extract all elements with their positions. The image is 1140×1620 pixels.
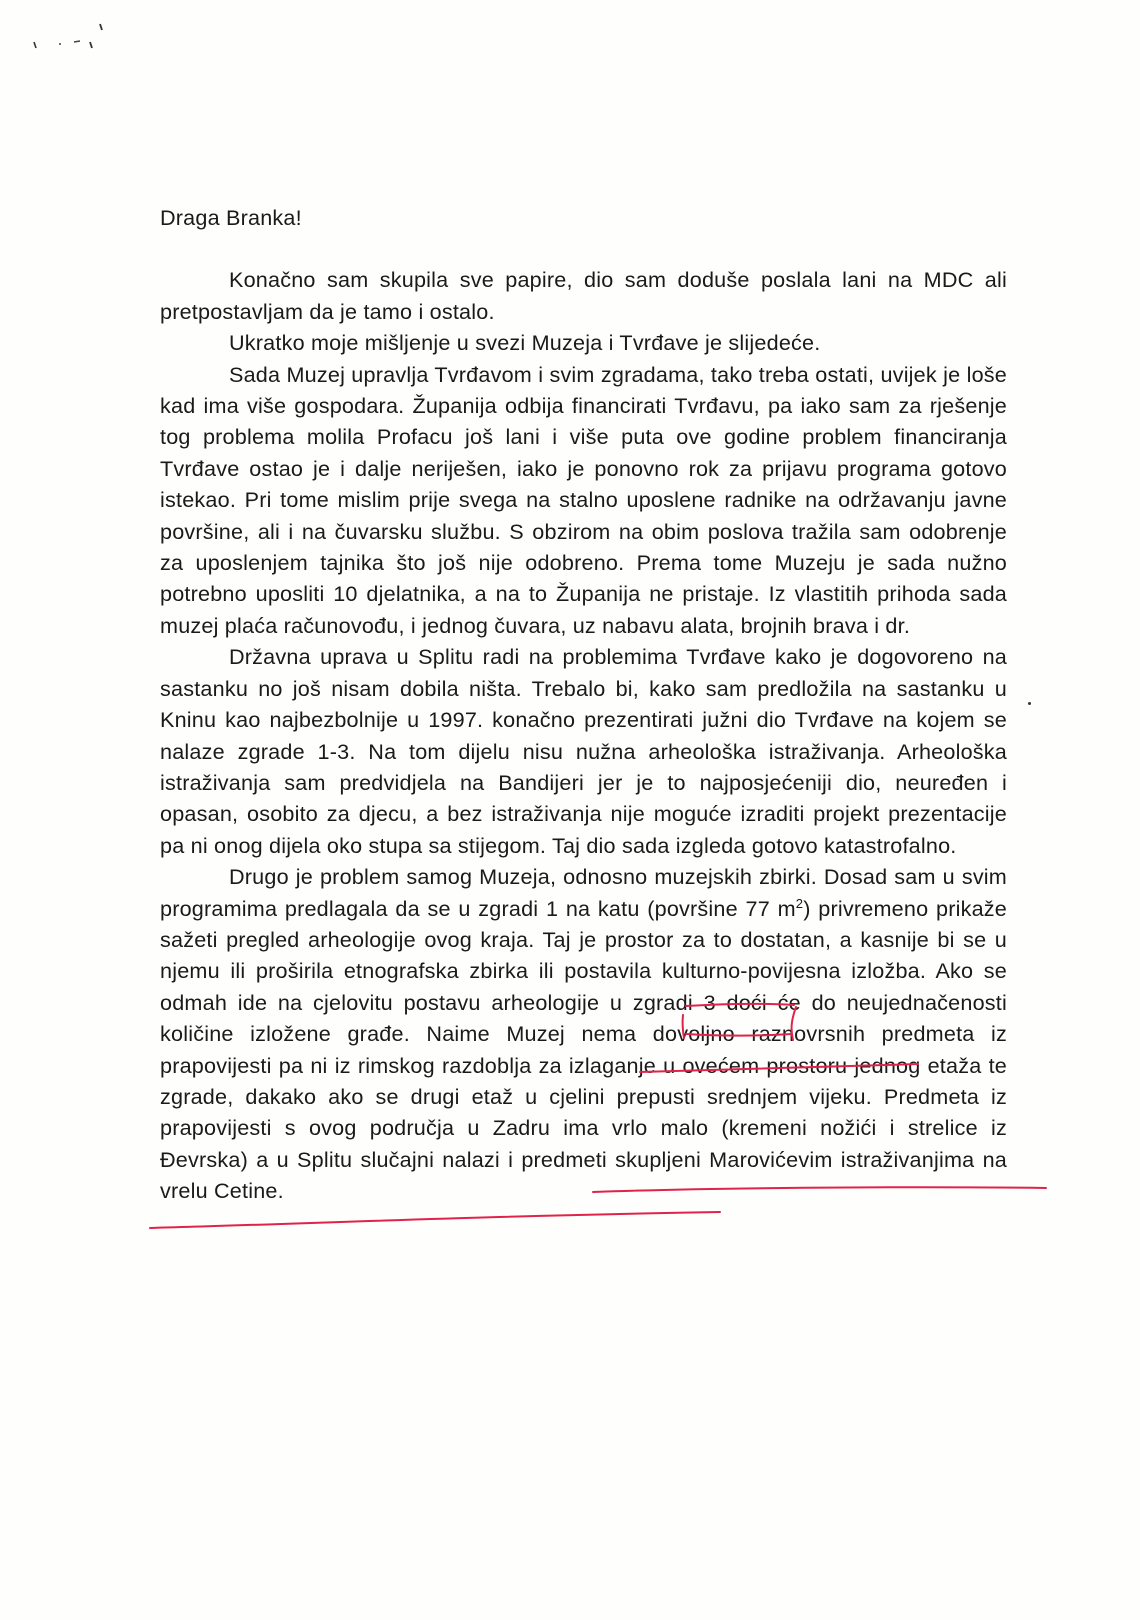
paragraph-fortress-management: Sada Muzej upravlja Tvrđavom i svim zgradama, tako treba ostati, uvijek je loše kad ima više gospodara. Županija odbija financirati Tvrđavu, pa iako sam za rješenje tog problema molila Profacu još lani i više puta ove godine problem financiranja Tvrđave ostao je i dalje neriješen, iako je ponovno rok za prijavu programa gotovo istekao. Pri tome mislim prije svega na stalno uposlene radnike na održavanju javne površine, ali i na čuvarsku službu. S obzirom na obim poslova tražila sam odobrenje za uposlenjem tajnika što još nije odobreno. Prema tome Muzeju je sada nužno potrebno uposliti 10 djelatnika, a na to Županija ne pristaje. Iz vlastitih prihoda sada muzej plaća računovođu, i jednog čuvara, uz nabavu alata, brojnih brava i dr. xyxy=(160,361,1007,638)
paragraph-opinion: Ukratko moje mišljenje u svezi Muzeja i Tvrđave je slijedeće. xyxy=(229,330,821,356)
corner-scan-marks xyxy=(30,18,120,58)
stray-ink-dot xyxy=(1028,702,1031,705)
superscript-two: 2 xyxy=(795,895,804,911)
letter-body xyxy=(160,202,1007,1207)
letter-salutation: Draga Branka! xyxy=(160,205,302,230)
museum-text-part1: Drugo je problem samog Muzeja, odnosno muzejskih zbirki. Dosad sam u svim programima predlagala da se u zgradi 1 na katu (površine 77 m xyxy=(160,864,1007,921)
paragraph-museum-collections xyxy=(160,861,1007,1206)
underline-prapovijesti xyxy=(150,1212,720,1228)
paragraph-intro: Konačno sam skupila sve papire, dio sam doduše poslala lani na MDC ali pretpostavljam da je tamo i ostalo. xyxy=(160,267,1007,324)
paragraph-state-administration: Državna uprava u Splitu radi na problemima Tvrđave kako je dogovoreno na sastanku no još nisam dobila ništa. Trebalo bi, kako sam predložila na sastanku u Kninu kao najbezbolnije u 1997. konačno prezentirati južni dio Tvrđave na kojem se nalaze zgrade 1-3. Na tom dijelu nisu nužna arheološka istraživanja. Arheološka istraživanja sam predvidjela na Bandijeri jer je to najposjećeniji dio, neuređen i opasan, osobito za djecu, a bez istraživanja nije moguće izraditi projekt prezentacije pa ni onog dijela oko stupa sa stijegom. Taj dio sada izgleda gotovo katastrofalno. xyxy=(160,644,1007,858)
museum-text-part2: ) privremeno prikaže sažeti pregled arheologije ovog kraja. Taj je prostor za to dostatan, a kasnije bi se u njemu ili proširila etnografska zbirka ili postavila kulturno-povijesna izložba. Ako se odmah ide na cjelovitu postavu arheologije u zgradi 3 doći će do neujednačenosti količine izložene građe. Naime Muzej nema dovoljno raznovrsnih predmeta iz prapovijesti pa ni iz rimskog razdoblja za izlaganje u ovećem prostoru jednog etaža te zgrade, dakako ako se drugi etaž u cjelini prepusti srednjem vijeku. Predmeta iz prapovijesti s ovog područja u Zadru ima vrlo malo (kremeni nožići i strelice iz Đevrska) a u Splitu slučajni nalazi i predmeti skupljeni Marovićevim istraživanjima na vrelu Cetine. xyxy=(160,895,1007,1204)
